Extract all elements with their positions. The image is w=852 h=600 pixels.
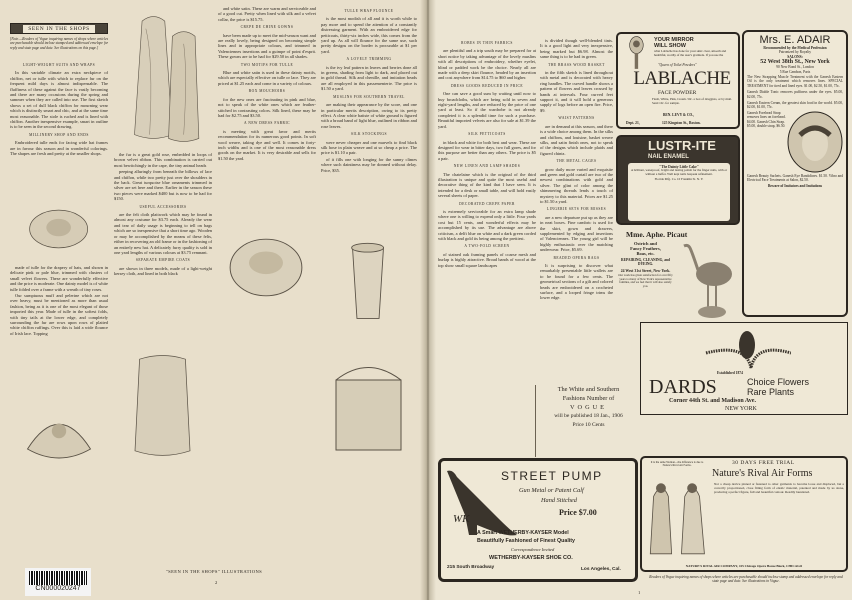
section-header-label: SEEN IN THE SHOPS (23, 25, 95, 33)
ad-note: Flesh, White, Pink, Cream. 50c. a box of druggists, or by mail. Send 10c. for sample. (652, 97, 732, 105)
ad-tagline: "Queen of Toilet Powders" (658, 63, 697, 67)
ad-item: Ganesh Eastern Cream, the greatest skin food in the world. $5.00, $2.00, $1.00, 75c. (747, 101, 843, 110)
ad-line: Fancy Feathers, (630, 246, 661, 251)
article-body: of it fills one with longing for the sunny climes where such daintiness may be donned without delay. Price, $35. (321, 156, 417, 173)
ad-line: Choice Flowers (747, 377, 810, 387)
ad-subtitle: Hand Stitched (541, 497, 577, 504)
ad-line: Correspondence Invited (511, 547, 555, 552)
illustration-tulle-neckpieces (112, 6, 210, 146)
ad-warning: Beware of Imitators and Imitations (767, 183, 823, 188)
monogram-logo: WK (453, 513, 470, 525)
ad-address: Florida Mfg. Co. 10 Franklin St. N. Y. (654, 177, 704, 182)
ad-line: Boas, etc. (636, 251, 655, 256)
article-heading: THE METAL CAGES (556, 159, 597, 164)
ad-address: 90 New Bond St., London (776, 65, 814, 70)
ad-headline: YOUR MIRROR (654, 37, 694, 43)
notice-line: The White and Southern (557, 386, 620, 393)
notice-price: Price 10 Cents (572, 422, 605, 428)
ad-body: Our work has given satisfaction for over fifty years to many of New York's representative families, and we feel that it will also satisfy you. (618, 272, 673, 288)
article-body: for the new ones are fascinating in pink and blue, not to speak of the white ones which are feather-stitched in contrasting colors. Silk lined, these may be had for $2.75 and $3.50. (218, 96, 316, 118)
article-body: The chatelaine which is the original of the third illustration is unique and quite the most useful and decorative thing of the kind that I have seen. It is intended for a desk or small table, and will hold easily several sheets of paper. (438, 171, 536, 199)
lablache-ad (616, 32, 740, 129)
page-gutter (420, 0, 436, 600)
ad-company: BEN. LEVY & CO., (663, 113, 695, 117)
text-column (114, 152, 212, 278)
ad-brand: DARDS (649, 376, 717, 398)
street-pump-ad (438, 458, 638, 582)
article-heading: BEADED OPERA BAGS (553, 255, 600, 260)
text-column (10, 265, 108, 337)
article-heading: A TWO-FOLD SCREEN (464, 244, 510, 249)
ad-city: NEW YORK (725, 406, 757, 412)
ad-address: 125 Kingston St., Boston. (662, 121, 701, 125)
ad-established: Established 1874 (717, 371, 743, 375)
ad-city: Los Angeles, Cal. (581, 567, 621, 572)
ad-price: Price $7.00 (559, 508, 597, 517)
footer-note: Readers of Vogue inquiring names of shops where articles are purchasable should inclose stamp and addressed envelope for reply and state page and date. See illustrations in Vogue. (649, 575, 843, 584)
article-body: is meeting with great favor and merits recommendation for its numerous good points. In soft wool weave, taking dye and well. It comes in forty-inch widths and is one of the most reasonable dress goods on the market. It is very desirable and sells for $1.50 the yard. (218, 128, 316, 161)
ad-panel (628, 163, 730, 221)
adair-ad (742, 30, 848, 317)
lustrite-ad (616, 135, 740, 225)
ad-brand: LABLACHE (633, 68, 731, 89)
footer-caption: "SEEN IN THE SHOPS" ILLUSTRATIONS (165, 569, 263, 574)
article-body: is the most modish of all and it is worth while to pay more and to spend the attention of a constantly distressing garment. With an embroidered edge for petticoats, thirty-six inches wide, this comes from the yard up. As all will flounce for the same use, such pretty designs on the border is procurable at $1 per yard. (321, 16, 417, 54)
text-column (321, 6, 417, 174)
illustration-fur-set (125, 350, 200, 460)
ad-line: Rare Plants (747, 387, 795, 397)
ad-item: Ganesh Beauty Sachets. Ganesh Eye Bandolines. $1.50. Vibro and Electrical Face Treatments at Salon, $2.50. (747, 173, 843, 183)
article-heading: TULLE WRAP FLOUNCE (344, 9, 394, 13)
article-body: are making their appearance by the score, and one in particular merits description, owing to its pretty effect. A clear white batiste of white ground is figured with a broad band of light blue, outlined in ribbon and rose leaves. (321, 102, 417, 129)
ad-line: Ostrich and (634, 241, 657, 246)
ad-lines (618, 241, 673, 289)
ad-headline: WILL SHOW (654, 43, 686, 49)
article-body: Embroidered tulle ends for facing wide hat frames are in favour this season and in wonderful colorings. The shapes are fresh and pretty at the smaller shops. (10, 140, 108, 157)
article-heading: DECORATED CREPE PAPER (459, 201, 515, 206)
ad-product: NAIL ENAMEL (648, 154, 689, 160)
article-heading: CREPE DE CHINE GOWNS (240, 25, 294, 30)
ad-tagline: "The Dainty Little Cake" (659, 165, 699, 169)
article-body: are plentiful and a trip south may be prepared for at short notice by taking advantage of the lovely muslins with all descriptions of embroidery, whether eyelet, blind or padded work be the choice. Nearly all are made with a deep skirt flounce, headed by an insertion and cost anywhere from $14.75 to $60 and higher. (438, 48, 536, 81)
article-heading: MILLINERY SHOP AND ENDS (29, 132, 89, 137)
article-body: is extremely serviceable for an extra lamp shade where one is willing to expend only a little. Four yards cost but 15 cents, and wonderful effects may be accomplished by its use. The advantage are above criticism, a delft blue on white and a dark green corded with black and gold its being among the prettiest. (438, 208, 536, 241)
ad-body: what Lablache has done for your skin: clear, smooth and healthful, worthy of the user's gratitude. If you use the (654, 49, 727, 57)
article-heading: SILK PETTICOATS (468, 132, 506, 137)
ad-address: 215 South Broadway (447, 565, 495, 570)
ad-row (744, 111, 846, 173)
article-body: One can save a good sum by waiting until now to buy broadcloths, which are being sold in seven and eight-yard lengths, and are reduced by the price of one yard at least. So if the wardrobe is not already completed it is a splendid time for such a purchase. Beautiful imported velvets are also for sale at $1.39 the yard. (438, 91, 536, 129)
article-heading: MUSLINS FOR SOUTHERN TRAVEL (333, 94, 405, 99)
ad-line: Beautifully Fashioned of Finest Quality (477, 538, 576, 544)
illustration-tulle-hat (14, 395, 104, 485)
section-header-seen-in-the-shops (10, 23, 108, 34)
ad-line: Recommended by the Medical Profession (763, 46, 827, 50)
right-page (428, 0, 852, 600)
ad-address: 52 West 38th St., New York (760, 59, 830, 66)
article-body: are a new departure put up as they are in neat boxes. Fine cambric is used for the skirt, gown and drawers, supplemented by edging and insertions of Valenciennes. The young girl will be highly enthusiastic over the matching underwear. Price, $5.69. (540, 214, 613, 253)
barcode-bars (29, 571, 87, 585)
text-column (218, 6, 316, 162)
page-number: 1 (638, 590, 641, 595)
article-heading: ROBES IN THIN FABRICS (461, 41, 513, 45)
ad-body: A brilliant, waterproof, bright and lasting polish for the finger nails, with or without a buffer. Well kept nails bespeak refinement. (630, 168, 728, 177)
article-heading: USEFUL ACCESSORIES (139, 204, 187, 209)
article-body: It is surprising to discover what remarkably presentable little wallets are to be found for a few cents. The geometrical sections of a gilt and colored beads are embroidered on a crocheted surface, and a looped fringe trims the lower edge. (540, 263, 613, 301)
article-body: are in demand at this season, and there is a wide choice among them. In the silks and chiffons, and louisine, basket weave silks, and satin finish ones, not to speak of the designs which include plaids and figured chintz. (540, 123, 613, 156)
illustration-hats (222, 225, 310, 310)
illustration-millinery (10, 200, 108, 258)
article-heading: WAIST PATTERNS (558, 116, 595, 121)
ad-name: Mme. Aphe. Picaut (626, 230, 688, 239)
ad-line: A Smart WETHERBY-KAYSER Model (477, 530, 569, 536)
article-heading: LIGHT-WEIGHT SUITS AND WRAPS (22, 63, 96, 67)
notice-title: VOGUE (569, 404, 608, 411)
ad-address: 5 Rue Cambon, Paris (779, 69, 811, 74)
ad-footer: NATURE'S RIVAL AIR COMPANY, 415 Chicago Opera House Block, CHICAGO (685, 564, 803, 568)
article-body: in black and white for both best and wear. These are designed for wear in bitter days, two full gores, and for this purpose are better than any others. The price is $5 a pair. (438, 139, 536, 161)
ad-company: WETHERBY-KAYSER SHOE CO. (489, 555, 573, 561)
ad-item: Ganesh Diable Tonic removes puffiness under the eyes. $5.00, $2.00, 75c. (747, 90, 843, 99)
barcode (25, 568, 91, 596)
ad-name: Mrs. E. ADAIR (759, 34, 831, 46)
article-body: in the fifth sketch is lined throughout with metal and is decorated with heavy ring handles. The curved handle shows a pattern of flowers and leaves crossed by bands at intervals. Four curved feet support it, and it will hold a generous supply of logs before an open fire. Price, $9. (540, 70, 613, 113)
illustration-chatelaine (324, 360, 414, 465)
notice-line: will be published 18 Jan., 1906 (554, 413, 623, 419)
article-body: Blue and white satin is used in these dainty motifs, which are especially effective on tulle or lace. They are priced at $1.25 each and come in a variety of colours. (218, 70, 316, 86)
article-heading: A LOVELY TRIMMING (346, 57, 392, 62)
barcode-number: CN000020247 (35, 585, 81, 592)
article-body: have been made up to meet the mid-season want and are really lovely, being designed on becoming simple lines and in appropriate colours, and trimmed in Valenciennes insertions and a guimpe of point d'esprit. These gowns are to be had for $29.50 in all shades. (218, 32, 316, 60)
article-heading: SEPARATE EMPIRE COATS (135, 258, 191, 263)
notice-line: Fashions Number of (562, 395, 615, 402)
article-body: of stained oak framing panels of coarse mesh and burlap is highly attractive. Broad bands of wood at the top show small square landscapes (438, 251, 536, 268)
ad-services: REPAIRING, CLEANING, and DYEING. (620, 258, 671, 267)
article-body: In this variable climate an extra neckpiece of chiffon, net or tulle with which to replace fur on the frequent mild days is almost indispensable. The fluffiness of these against the face is vastly becoming and there are many occasions during the spring and summer when they are called into use. The first sketch shows a set of dull black chiffon for mourning wear which is distinctly smart and chic, and at the same time most reasonable. The stole is ruched and is lined with chiffon. Another inexpensive example, smart in outline is to be seen in the second drawing. (10, 70, 108, 130)
vogue-notice (535, 385, 641, 457)
ad-address: 24 West 31st Street, New York. (620, 268, 671, 273)
article-heading: BOX MOUCHOIRS (248, 89, 286, 94)
ad-caption: It is the same Woman—the difference is due to Nature's Rival Air Forms. (650, 461, 704, 468)
article-body: is divided though well-blended tints. It is a good light and very inexpensive, being marked but $6.98. Almost the same thing is to be had in green. (540, 38, 613, 60)
ad-product: FACE POWDER (658, 90, 697, 96)
intro-note: [Note.—Readers of Vogue inquiring names of shops where articles are purchasable should inclose stamped and addressed envelope for reply and state page and date. See illustrations on this page.] (10, 37, 109, 50)
ad-line: Patronized by Royalty (778, 50, 812, 55)
hand-mirror-illustration (622, 36, 652, 70)
ad-subtitle: Gun Metal or Patent Calf (519, 487, 584, 494)
article-heading: TWO MOTIFS FOR TULLE (240, 62, 294, 67)
article-body: Our sumptuous muff and pelerine which are not over heavy, must be mentioned as more than usual fashion, being as it is one of the most elegant of those imported this year. Made of tulle in the softest folds, with tiny tails at the lower edge, and completely surrounding the fur are rows upon rows of plaited white chiffon ruffings. Over this is laid a wide flounce of Irish lace. Topping (10, 293, 108, 336)
ostrich-illustration (676, 240, 738, 320)
article-body: are the felt cloth plaitwork which may be found in almost any costume for $3.75 each. Already the wear and tear of daily usage is beginning to tell on bags which are so inexpensive that a short time ago. Wooden or may be accomplished by the means of these felts, either in recovering an old frame or in the fashioning of an entirely new hat. A delicately furry quality is sold in one yard lengths of various colours at $3.75 remnant. (114, 212, 212, 255)
article-heading: A NEW DRESS FABRIC (243, 121, 291, 126)
article-body: and white satin. These are warm and serviceable and of a good cut. Pretty when lined with silk and a velvet collar, the price is $15.75. (218, 6, 316, 22)
article-body: are shown in three models, made of a light-weight kersey cloth, and lined in both black (114, 265, 212, 277)
article-heading: THE BRASS WOOD BASKET (548, 62, 605, 67)
dards-ad (640, 322, 848, 415)
ad-dept: Dept. 21, (626, 121, 640, 125)
ad-trial: 30 DAYS FREE TRIAL (732, 460, 795, 466)
article-heading: SILK STOCKINGS (351, 132, 387, 137)
text-column (438, 38, 536, 269)
text-column (10, 60, 108, 158)
ad-address: Corner 44th St. and Madison Ave. (669, 398, 756, 404)
article-body: the fur is a great gold rose, embedded in loops of brown velvet ribbon. This combination is carried out most bewitchingly in the cape, the tiny animal heads (114, 152, 212, 168)
illustration-vase (322, 230, 414, 345)
article-heading: DRESS GOODS REDUCED IN PRICE (450, 83, 524, 88)
ad-item: Ganesh Forehead Strap removes lines on forehead. $4.00. Ganesh Chin Strap. $5.00, double strap, $6.50. (747, 110, 786, 129)
flower-emblem (701, 325, 791, 371)
ad-brand: LUSTR-ITE (648, 138, 716, 153)
ad-line: SALONS: (787, 54, 803, 59)
page-number: 2 (215, 580, 218, 585)
text-column (540, 38, 613, 302)
air-forms-ad (640, 456, 848, 572)
article-heading: LINGERIE SETS FOR MISSES (546, 207, 607, 212)
article-body: grow daily more varied and exquisite and green and gold curtail are two of the newest combinations with gold and silver. The glint of color among the shimmering threads lends a touch of mystery to this material. Prices are $1.25 to $1.50 a yard. (540, 166, 613, 204)
figure-illustration (644, 480, 714, 562)
portrait-illustration (786, 111, 843, 173)
ad-body: Not a cheap device pinned or fastened to other garments to become loose and displaced, but a correctly proportioned, close fitting form of elastic material, patented and made by us alone, producing a perfect figure, full and beautiful contour. Readily laundered. (714, 482, 844, 494)
article-body: made of tulle for the drapery of hats, and shown in delicate pink or pale blue, trimmed with clusters of small velvet flowers. These are wonderfully effective and the price is moderate. One dainty model is of white tulle folded over a frame with a wreath of tiny roses. (10, 265, 108, 292)
ad-item: The New Strapping Muscle Treatment with the Ganesh Eastern Oil is the only treatment which removes lines. SPECIAL TREATMENT for tired and lined eyes. $1.00, $2.50, $1.00, 75c. (747, 75, 843, 88)
article-body: is the ivy leaf pattern in leaves and berries done all in greens, shading from light to dark, and placed out in gold thread. Silk and chenille, and imitation beads are all employed in this passementerie. The price is $1.50 a yard. (321, 64, 417, 92)
ad-title: Nature's Rival Air Forms (712, 468, 813, 479)
article-body: peeping alluringly from beneath the billows of lace and chiffon, while two pretty just over the shoulders in the back. Great turquoise blue ornaments trimmed in silver are set here and there. Earlier in the season these two pieces were marked $400 but is now to be had for $150. (114, 169, 212, 202)
picaut-ad (616, 228, 740, 320)
ad-title: STREET PUMP (501, 469, 603, 483)
article-body: were never cheaper and one marvels to find black silk hose in plain weave and at so cheap a price. The price is $1.10 a pair. (321, 139, 417, 156)
article-heading: NEW LINEN AND LAMP SHADES (453, 164, 521, 169)
